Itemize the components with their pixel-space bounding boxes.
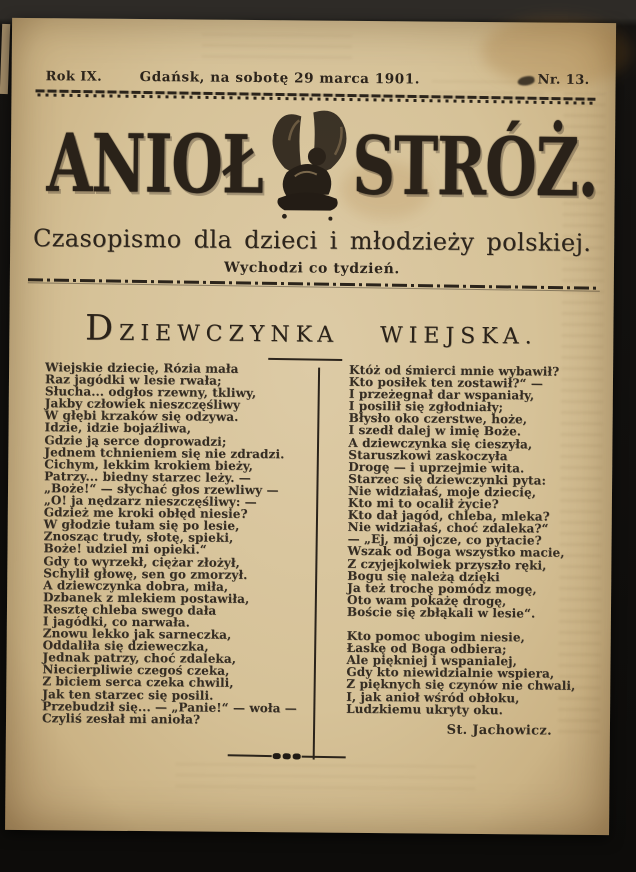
poem-line: Jakby człowiek nieszczęśliwy (44, 396, 241, 413)
poem-line: Nie widziałaś, moje dziecię, (347, 483, 537, 500)
frequency-note: Wychodzi co tydzień. (223, 259, 400, 278)
ink-smudge (517, 75, 535, 86)
poem-line: Boże! udziel mi opieki.“ (43, 541, 207, 558)
poem-line: Patrzy... biedny starzec leży. — (44, 469, 252, 485)
poem-line: Z biciem serca czeka chwili, (42, 674, 234, 691)
poem-line: I posilił się zgłodniały; (348, 399, 504, 415)
poem-line: Wiejskie dziecię, Rózia mała (45, 360, 239, 376)
poem-line: „O! ja nędzarz nieszczęśliwy: — (43, 493, 257, 510)
poem-line: Ja też trochę pomódz mogę, (347, 580, 537, 597)
poem-line: Wszak od Boga wszystko macie, (347, 544, 565, 561)
poem-line: Starzec się dziewczynki pyta: (348, 471, 547, 488)
bleed-through-ghost (202, 34, 352, 59)
page-header (46, 68, 590, 89)
poem-line: Oto wam pokażę drogę, (347, 592, 507, 609)
author-signature: St. Jachowicz. (446, 722, 552, 739)
masthead-word-stroz: STRÓŻ. (351, 118, 598, 215)
poem-line: Jak ten starzec się posili. (42, 686, 214, 703)
poem-line: Słucha... odgłos rzewny, tkliwy, (44, 384, 257, 401)
poem-line: Znowu lekko jak sarneczka, (42, 626, 232, 642)
poem-line: Znosząc trudy, słotę, spieki, (43, 529, 234, 546)
poem-line: W głębi krzaków się odzywa. (44, 408, 239, 425)
subtitle-rule (28, 278, 600, 291)
poem-line: Czyliś zesłał mi anioła? (41, 710, 201, 727)
poem-line: Nie widziałaś, choć zdaleka?“ (347, 520, 549, 536)
issue-number (518, 72, 590, 88)
end-ornament (228, 751, 346, 761)
poem-line: Gdzie ją serce doprowadzi; (44, 432, 227, 449)
poem-line: Niecierpliwie czegoś czeka, (42, 662, 230, 679)
article-title: DZIEWCZYNKA WIEJSKA. (84, 308, 538, 350)
poem-line: „Boże!“ — słychać głos rzewliwy — (43, 481, 279, 498)
poem-line: Boście się zbłąkali w lesie“. (346, 604, 536, 621)
poem-line: Kto posiłek ten zostawił?“ — (348, 374, 544, 391)
poem-line: Ale piękniej i wspanialej, (346, 653, 517, 669)
poem-column-right-lines (346, 364, 597, 717)
poem-line: I szedł dalej w imię Boże. (348, 423, 522, 439)
poem-line: I przeżegnał dar wspaniały, (348, 387, 535, 403)
poem-line: Kto pomoc ubogim niesie, (346, 628, 525, 645)
masthead-word-aniol: ANIOŁ (46, 116, 264, 213)
poem-line: Resztę chleba swego dała (42, 602, 217, 618)
title-rule (268, 358, 342, 361)
poem-line: I jagódki, co narwała. (42, 614, 191, 630)
poem-line: Gdy kto niewidzialnie wspiera, (346, 665, 555, 681)
poem-line: Z czyjejkolwiek przyszło ręki, (347, 556, 547, 573)
poem-line: Idzie, idzie bojaźliwa, (44, 420, 192, 436)
scanned-magazine-page (5, 18, 616, 835)
masthead (46, 104, 598, 227)
poem-line: Jednem tchnieniem się nie zdradzi. (44, 444, 285, 461)
poem-line: Schylił głowę, sen go zmorzył. (43, 565, 248, 582)
poem-line: Raz jagódki w lesie rwała; (44, 372, 222, 388)
poem-line: Z pięknych się czynów nie chwali, (346, 677, 576, 694)
poem-line: Błysło oko czerstwe, hoże, (348, 411, 528, 427)
poem-line: — „Ej, mój ojcze, co pytacie? (347, 532, 542, 548)
poem-line: Kto mi to ocalił życie? (347, 495, 499, 512)
poem-line: Gdy to wyrzekł, ciężar złożył, (43, 553, 240, 570)
poem-column-left (42, 361, 315, 736)
issue-label: Nr. 13. (537, 72, 590, 88)
poem-line: Staruszkowi zaskoczyła (348, 447, 508, 463)
poem-line: Łaskę od Boga odbiera; (346, 641, 507, 657)
bleed-through-ghost (175, 761, 475, 790)
magazine-subtitle: Czasopismo dla dzieci i młodzieży polskiej. (32, 224, 592, 257)
poem-line: Ludzkiemu ukryty oku. (346, 701, 504, 717)
header-rule (35, 89, 595, 104)
poem-line: Gdzież me kroki obłęd niesie? (43, 505, 248, 522)
guardian-angel-engraving-icon (260, 106, 355, 223)
poem-line: Któż od śmierci mnie wybawił? (349, 362, 560, 379)
poem-line: Przebudził się... — „Panie!“ — woła — (42, 698, 297, 716)
poem-line: W głodzie tułam się po lesie, (43, 517, 240, 534)
poem-line: Jednak patrzy, choć zdaleka, (42, 650, 237, 667)
poem-line: Cichym, lekkim krokiem bieży, (44, 456, 254, 473)
poem-line: A dziewczynka dobra, miła, (43, 577, 229, 594)
poem-line: Kto dał jagód, chleba, mleka? (347, 507, 550, 524)
poem-line: Bogu się należą dzięki (347, 568, 500, 584)
volume-label: Rok IX. (45, 69, 103, 85)
poem-columns (42, 361, 597, 739)
poem-line: Oddaliła się dzieweczka, (42, 638, 209, 654)
dateline: Gdańsk, na sobotę 29 marca 1901. (139, 69, 421, 88)
poem-line: Dzbanek z mlekiem postawiła, (43, 589, 250, 606)
poem-line: I, jak anioł wśród obłoku, (346, 689, 520, 705)
poem-line: Drogę — i uprzejmie wita. (348, 459, 525, 476)
poem-column-right (346, 364, 597, 739)
poem-line: A dziewczynka się cieszyła, (348, 435, 533, 452)
adjacent-page-edge (0, 24, 10, 94)
